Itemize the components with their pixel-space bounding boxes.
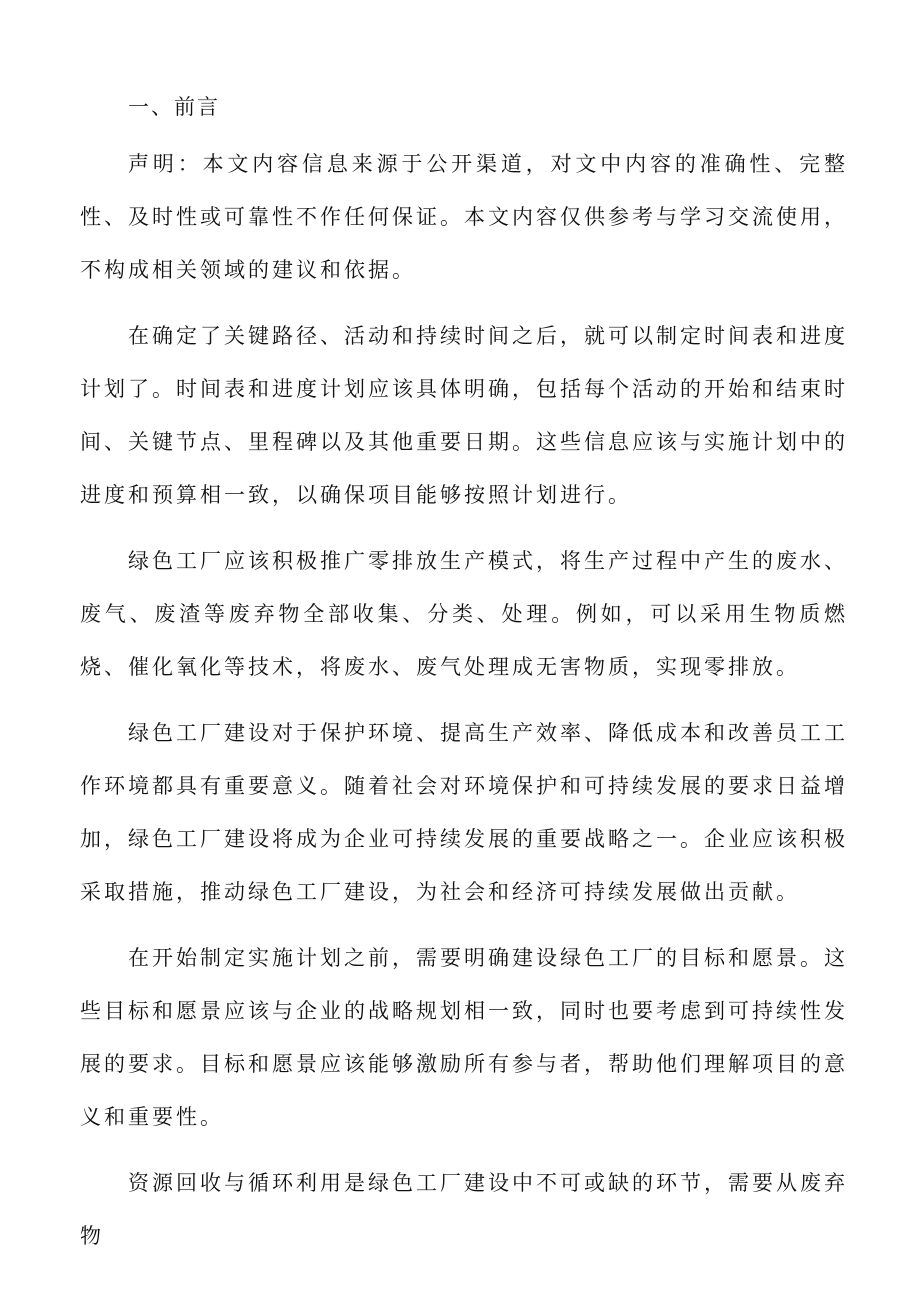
body-paragraph: 绿色工厂应该积极推广零排放生产模式，将生产过程中产生的废水、废气、废渣等废弃物全部收集、分类、处理。例如，可以采用生物质燃烧、催化氧化等技术，将废水、废气处理成无害物质，实现零排放。 [80, 549, 848, 679]
document-body [80, 85, 848, 1263]
body-paragraph: 绿色工厂建设对于保护环境、提高生产效率、降低成本和改善员工工作环境都具有重要意义。随着社会对环境保护和可持续发展的要求日益增加，绿色工厂建设将成为企业可持续发展的重要战略之一。企业应该积极采取措施，推动绿色工厂建设，为社会和经济可持续发展做出贡献。 [80, 721, 848, 904]
body-paragraph: 资源回收与循环利用是绿色工厂建设中不可或缺的环节，需要从废弃物 [80, 1171, 848, 1248]
section-heading: 一、前言 [128, 95, 220, 119]
disclaimer-paragraph: 声明：本文内容信息来源于公开渠道，对文中内容的准确性、完整性、及时性或可靠性不作任何保证。本文内容仅供参考与学习交流使用，不构成相关领域的建议和依据。 [80, 152, 848, 282]
body-paragraph: 在开始制定实施计划之前，需要明确建设绿色工厂的目标和愿景。这些目标和愿景应该与企业的战略规划相一致，同时也要考虑到可持续性发展的要求。目标和愿景应该能够激励所有参与者，帮助他们理解项目的意义和重要性。 [80, 946, 848, 1129]
body-paragraph: 在确定了关键路径、活动和持续时间之后，就可以制定时间表和进度计划了。时间表和进度计划应该具体明确，包括每个活动的开始和结束时间、关键节点、里程碑以及其他重要日期。这些信息应该与实施计划中的进度和预算相一致，以确保项目能够按照计划进行。 [80, 324, 848, 507]
